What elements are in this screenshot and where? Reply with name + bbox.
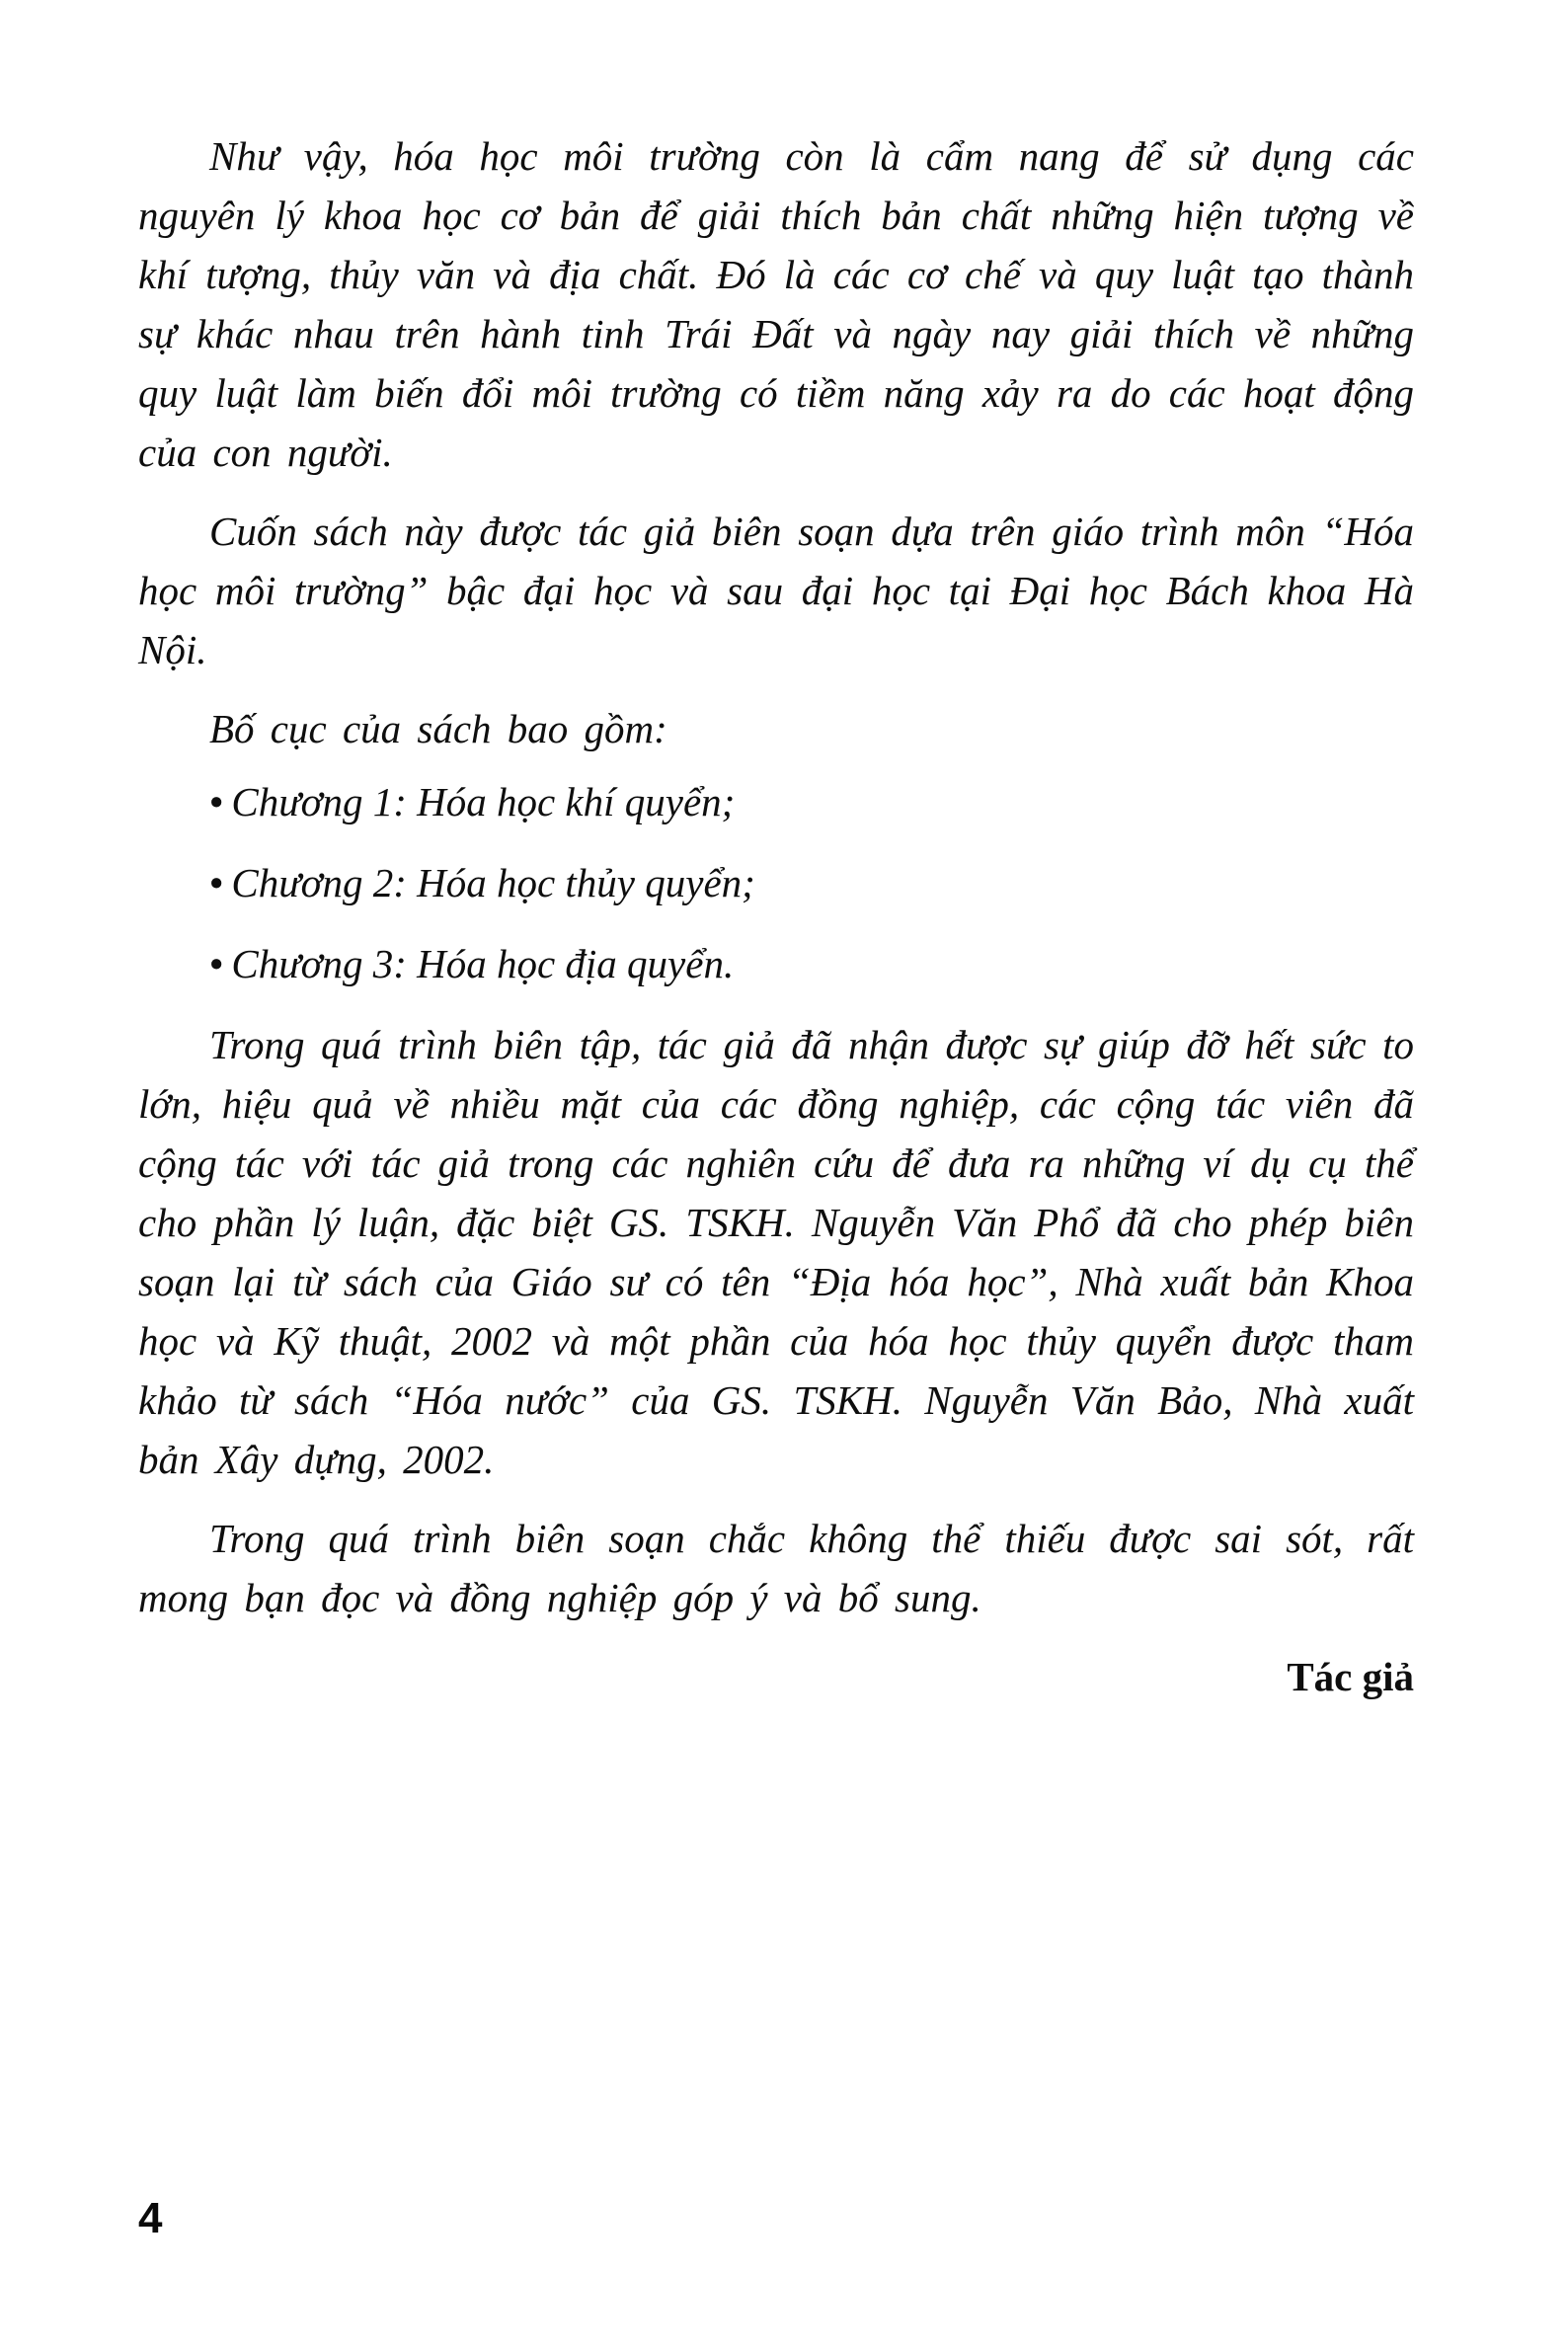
page-number: 4 [138,2194,163,2242]
paragraph-intro: Như vậy, hóa học môi trường còn là cẩm nang để sử dụng các nguyên lý khoa học cơ bản để giải thích bản chất những hiện tượng về khí tượng, thủy văn và địa chất. Đó là các cơ chế và quy luật tạo thành sự khác nhau trên hành tinh Trái Đất và ngày nay giải thích về những quy luật làm biến đổi môi trường có tiềm năng xảy ra do các hoạt động của con người. [138,133,1414,475]
page-content [138,126,1414,1706]
bullet-icon: • [208,777,224,826]
chapter-list [138,772,1414,993]
bullet-icon: • [208,858,224,907]
author-signature: Tác giả [1287,1654,1414,1699]
chapter-1-label: Chương 1: Hóa học khí quyển; [231,779,736,824]
list-item-chapter-1 [138,772,1414,831]
list-item-chapter-2 [138,853,1414,912]
paragraph-acknowledgements: Trong quá trình biên tập, tác giả đã nhận được sự giúp đỡ hết sức to lớn, hiệu quả về nhiều mặt của các đồng nghiệp, các cộng tác viên đã cộng tác với tác giả trong các nghiên cứu để đưa ra những ví dụ cụ thể cho phần lý luận, đặc biệt GS. TSKH. Nguyễn Văn Phổ đã cho phép biên soạn lại từ sách của Giáo sư có tên “Địa hóa học”, Nhà xuất bản Khoa học và Kỹ thuật, 2002 và một phần của hóa học thủy quyển được tham khảo từ sách “Hóa nước” của GS. TSKH. Nguyễn Văn Bảo, Nhà xuất bản Xây dựng, 2002. [138,1022,1414,1482]
chapter-3-label: Chương 3: Hóa học địa quyển. [231,941,735,986]
bullet-icon: • [208,939,224,988]
paragraph-errata-note: Trong quá trình biên soạn chắc không thể thiếu được sai sót, rất mong bạn đọc và đồng nghiệp góp ý và bổ sung. [138,1516,1414,1620]
paragraph-book-origin: Cuốn sách này được tác giả biên soạn dựa trên giáo trình môn “Hóa học môi trường” bậc đại học và sau đại học tại Đại học Bách khoa Hà Nội. [138,509,1414,672]
list-item-chapter-3 [138,934,1414,993]
paragraph-structure-heading: Bố cục của sách bao gồm: [209,706,667,751]
chapter-2-label: Chương 2: Hóa học thủy quyển; [231,860,755,905]
